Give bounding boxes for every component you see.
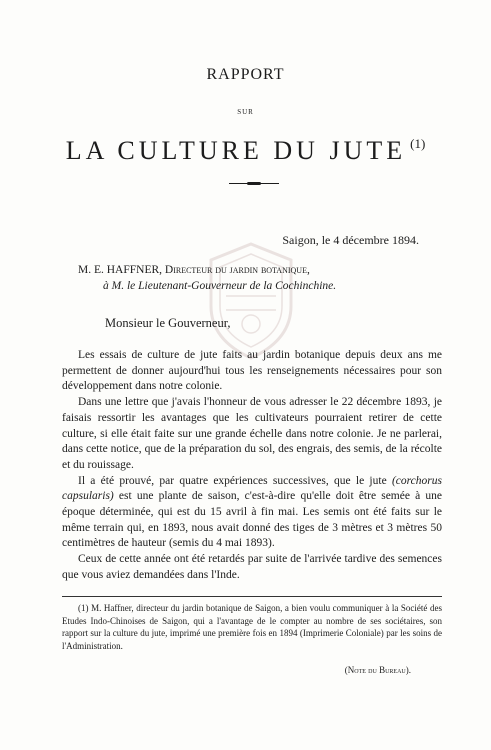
paragraph-3-start: Il a été prouvé, par quatre expériences successives, que le jute <box>78 474 392 487</box>
paragraph-3-latin-name: (corchorus capsularis) <box>62 474 442 503</box>
document-title-text: LA CULTURE DU JUTE <box>65 136 407 165</box>
heading-rapport: RAPPORT <box>206 66 285 83</box>
dateline: Saigon, le 4 décembre 1894. <box>282 233 419 247</box>
addressee-block <box>78 262 448 294</box>
paragraph-3-rest: est une plante de saison, c'est-à-dire qu'elle doit être semée à une époque déterminée, qui est du 15 avril à fin mai. Les semis ont été faits sur le même terrain qui, en 1893, nous avait donné des tiges de 3 mètres et 3 mètres 50 centimètres de hauteur (semis du 4 mai 1893). <box>62 490 442 550</box>
salutation: Monsieur le Gouverneur, <box>105 316 231 330</box>
title-divider <box>229 183 279 184</box>
addressee-recipient: à M. le Lieutenant-Gouverneur de la Cochinchine. <box>103 280 337 292</box>
body-text <box>62 348 442 584</box>
paragraph-2: Dans une lettre que j'avais l'honneur de vous adresser le 22 décembre 1893, je faisais ressortir les avantages que les cultivateurs pourraient retirer de cette culture, si elle était faite sur une grande échelle dans notre colonie. Je ne parlerai, dans cette notice, que de la préparation du sol, des engrais, des semis, de la récolte et du rouissage. <box>62 396 442 471</box>
footnote-signature: (Note du Bureau). <box>344 665 411 675</box>
library-stamp-watermark <box>196 236 306 366</box>
author-role: Directeur du jardin botanique, <box>164 264 310 276</box>
addressee-author-line <box>78 262 448 278</box>
footnote-divider <box>62 596 442 597</box>
paragraph-3 <box>62 474 442 553</box>
author-name: M. E. HAFFNER, <box>78 264 163 276</box>
footnote-reference[interactable]: (1) <box>410 136 426 151</box>
heading-sur: SUR <box>237 108 254 116</box>
paragraph-4: Ceux de cette année ont été retardés par suite de l'arrivée tardive des semences que vous aviez demandées dans l'Inde. <box>62 553 442 581</box>
document-title <box>0 136 491 166</box>
footnote-text: (1) M. Haffner, directeur du jardin botanique de Saigon, a bien voulu communiquer à la Société des Etudes Indo-Chinoises de Saigon, qui a l'avantage de le compter au nombre de ses sociétaires, son rapport sur la culture du jute, imprimé une première fois en 1894 (Imprimerie Coloniale) par les soins de l'Administration. <box>62 603 442 651</box>
paragraph-1: Les essais de culture de jute faits au jardin botanique depuis deux ans me permettent de donner aujourd'hui tous les renseignements nécessaires pour son développement dans notre colonie. <box>62 349 442 393</box>
